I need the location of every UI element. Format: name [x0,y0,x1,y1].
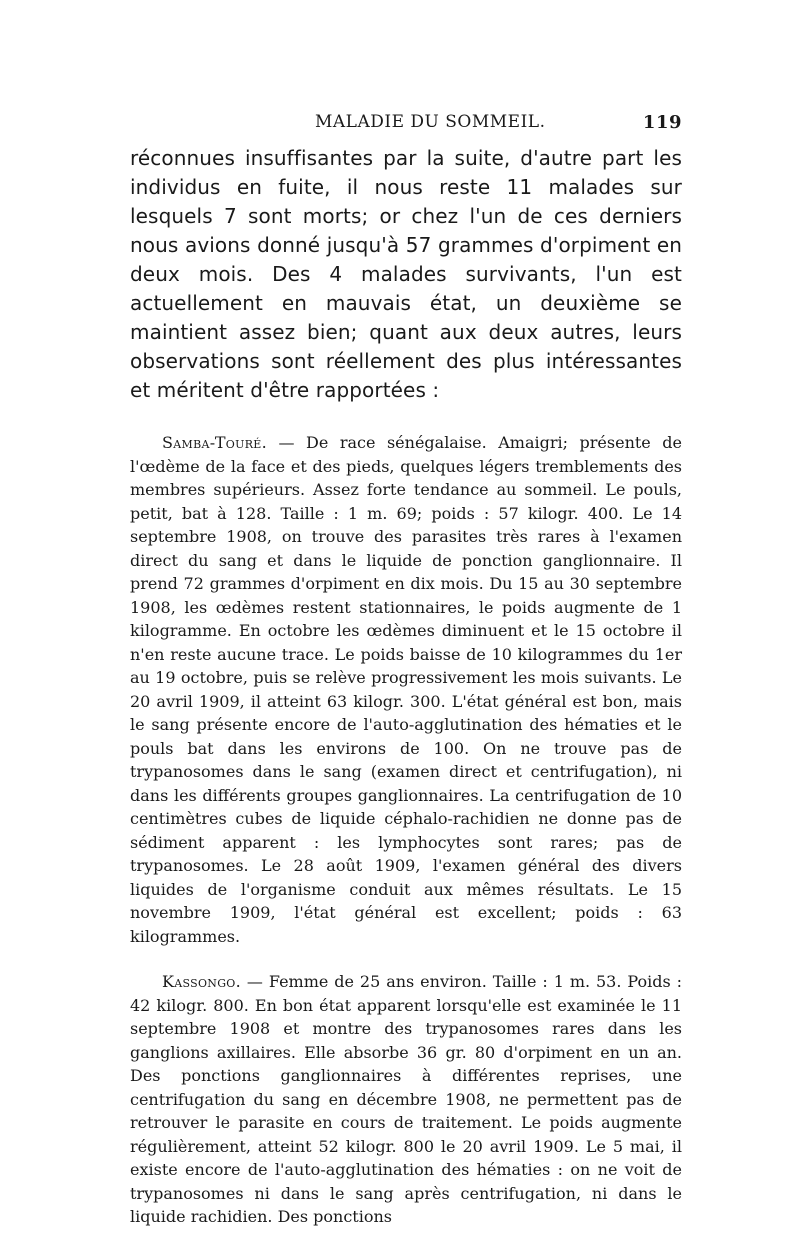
page-number: 119 [642,112,682,133]
patient-name: Samba-Touré. [162,433,267,452]
running-title: MALADIE DU SOMMEIL. [315,112,546,132]
book-page [130,112,682,1229]
observation-kassongo [130,970,682,1229]
observation-samba-toure [130,431,682,948]
observation-text: — Femme de 25 ans environ. Taille : 1 m. 53. Poids : 42 kilogr. 800. En bon état apparent lorsqu'elle est examinée le 11 septembre 1908 et montre des trypanosomes rares dans les ganglions axillaires. Elle absorbe 36 gr. 80 d'orpiment en un an. Des ponctions ganglionnaires à différentes reprises, une centrifugation du sang en décembre 1908, ne permettent pas de retrouver le parasite en cours de traitement. Le poids augmente régulièrement, atteint 52 kilogr. 800 le 20 avril 1909. Le 5 mai, il existe encore de l'auto-agglutination des hématies : on ne voit de trypanosomes ni dans le sang après centrifugation, ni dans le liquide rachidien. Des ponctions [130,972,682,1226]
running-header [130,112,682,138]
observation-text: — De race sénégalaise. Amaigri; présente de l'œdème de la face et des pieds, quelques légers tremblements des membres supérieurs. Assez forte tendance au sommeil. Le pouls, petit, bat à 128. Taille : 1 m. 69; poids : 57 kilogr. 400. Le 14 septembre 1908, on trouve des parasites très rares à l'examen direct du sang et dans le liquide de ponction ganglionnaire. Il prend 72 grammes d'orpiment en dix mois. Du 15 au 30 septembre 1908, les œdèmes restent stationnaires, le poids augmente de 1 kilogramme. En octobre les œdèmes diminuent et le 15 octobre il n'en reste aucune trace. Le poids baisse de 10 kilogrammes du 1er au 19 octobre, puis se relève progressivement les mois suivants. Le 20 avril 1909, il atteint 63 kilogr. 300. L'état général est bon, mais le sang présente encore de l'auto-agglutination des hématies et le pouls bat dans les environs de 100. On ne trouve pas de trypanosomes dans le sang (examen direct et centrifugation), ni dans les différents groupes ganglionnaires. La centrifugation de 10 centimètres cubes de liquide céphalo-rachidien ne donne pas de sédiment apparent : les lymphocytes sont rares; pas de trypanosomes. Le 28 août 1909, l'examen général des divers liquides de l'organisme conduit aux mêmes résultats. Le 15 novembre 1909, l'état général est excellent; poids : 63 kilogrammes. [130,433,682,946]
patient-name: Kassongo. [162,972,242,991]
intro-paragraph: réconnues insuffisantes par la suite, d'autre part les individus en fuite, il nous reste 11 malades sur lesquels 7 sont morts; or chez l'un de ces derniers nous avions donné jusqu'à 57 grammes d'orpiment en deux mois. Des 4 malades survivants, l'un est actuellement en mauvais état, un deuxième se maintient assez bien; quant aux deux autres, leurs observations sont réellement des plus intéressantes et méritent d'être rapportées : [130,146,682,402]
